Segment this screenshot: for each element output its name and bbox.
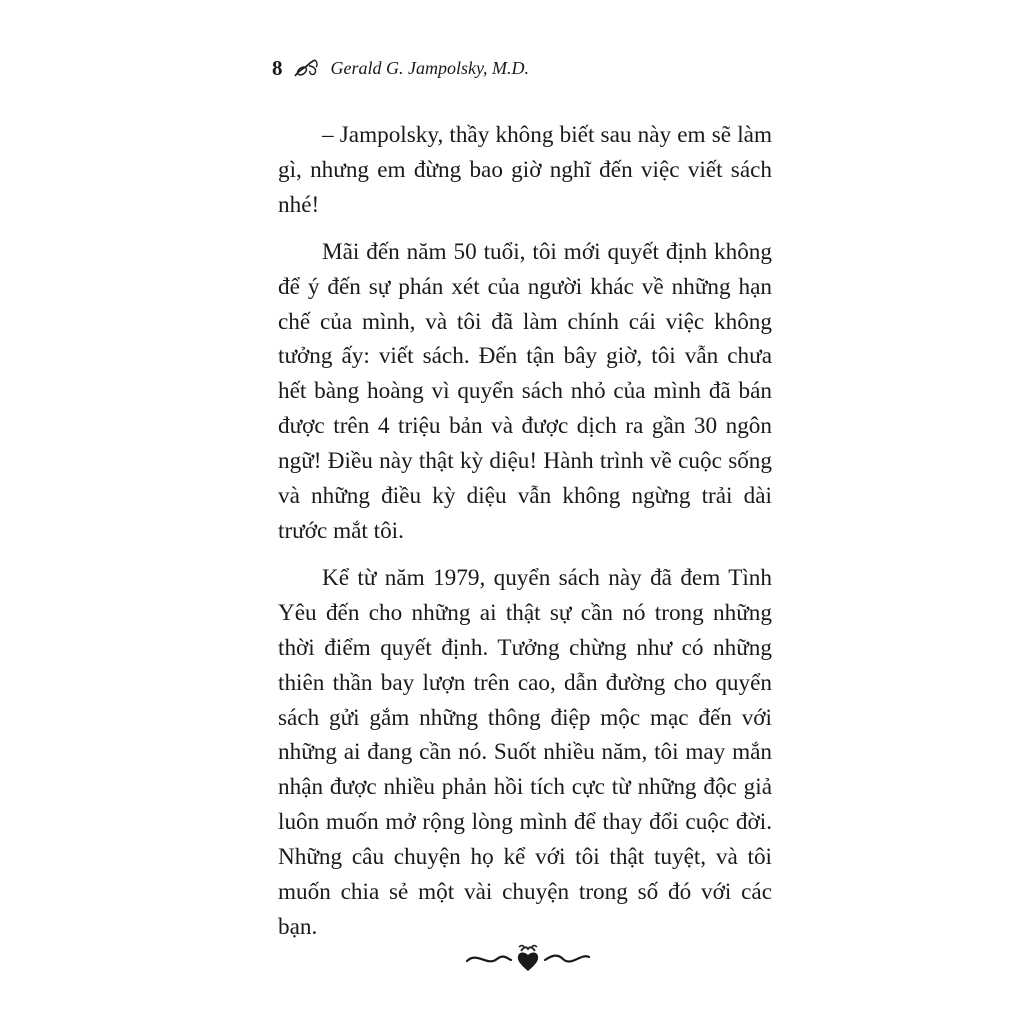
running-header [272, 56, 529, 81]
page-number: 8 [272, 56, 283, 80]
heart-flourish-divider-icon [463, 941, 593, 975]
author-name: Gerald G. Jampolsky, M.D. [330, 58, 529, 78]
leaf-flourish-icon [293, 58, 321, 80]
paragraph: Kể từ năm 1979, quyển sách này đã đem Tình Yêu đến cho những ai thật sự cần nó trong những thời điểm quyết định. Tưởng chừng như có những thiên thần bay lượn trên cao, dẫn đường cho quyển sách gửi gắm những thông điệp mộc mạc đến với những ai đang cần nó. Suốt nhiều năm, tôi may mắn nhận được nhiều phản hồi tích cực từ những độc giả luôn muốn mở rộng lòng mình để thay đổi cuộc đời. Những câu chuyện họ kể với tôi thật tuyệt, và tôi muốn chia sẻ một vài chuyện trong số đó với các bạn. [278, 564, 772, 940]
paragraph: Mãi đến năm 50 tuổi, tôi mới quyết định không để ý đến sự phán xét của người khác về những hạn chế của mình, và tôi đã làm chính cái việc không tưởng ấy: viết sách. Đến tận bây giờ, tôi vẫn chưa hết bàng hoàng vì quyển sách nhỏ của mình đã bán được trên 4 triệu bản và được dịch ra gần 30 ngôn ngữ! Điều này thật kỳ diệu! Hành trình về cuộc sống và những điều kỳ diệu vẫn không ngừng trải dài trước mắt tôi. [278, 238, 772, 544]
body-text [278, 118, 772, 957]
paragraph: – Jampolsky, thầy không biết sau này em sẽ làm gì, nhưng em đừng bao giờ nghĩ đến việc viết sách nhé! [278, 122, 772, 218]
